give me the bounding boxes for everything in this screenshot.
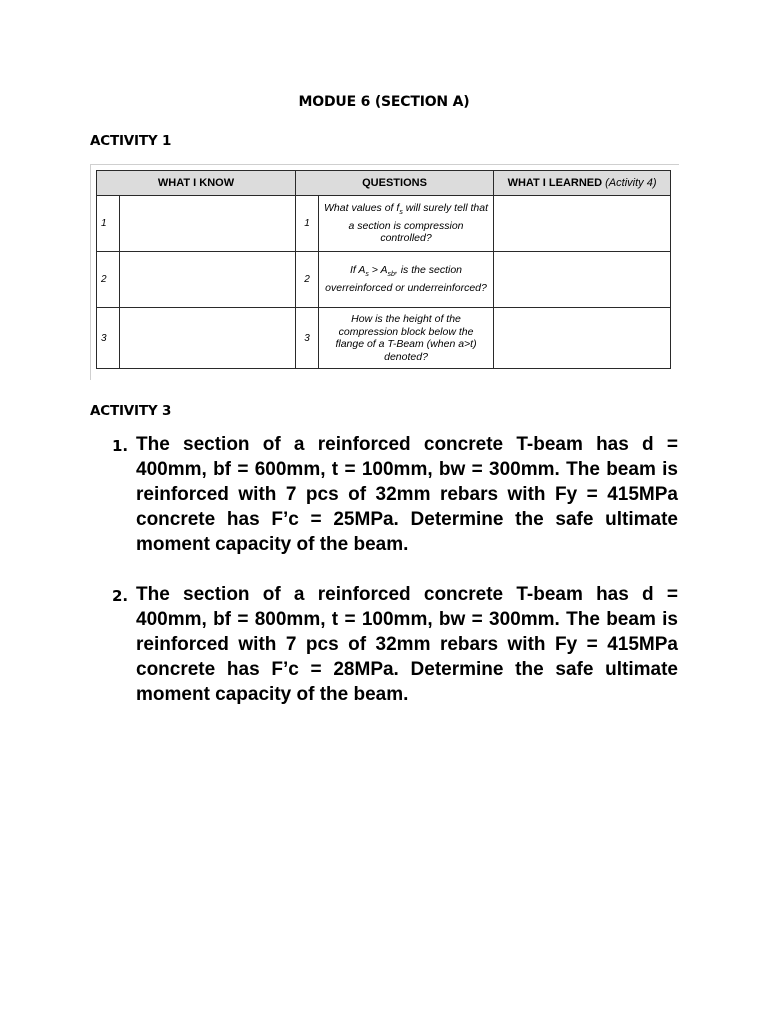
question-cell [319, 252, 494, 308]
question-cell: How is the height of the compression block below the flange of a T-Beam (when a>t) denoted? [319, 308, 494, 369]
list-item [90, 432, 678, 557]
subscript: s [365, 271, 369, 279]
row-number: 3 [97, 308, 120, 369]
subscript: sb [387, 271, 395, 279]
know-cell [120, 308, 296, 369]
header-learned-note: (Activity 4) [605, 177, 657, 189]
table-row [97, 252, 671, 308]
problem-text: The section of a reinforced concrete T-beam has d = 400mm, bf = 800mm, t = 100mm, bw = 300mm. The beam is reinforced with 7 pcs of 32mm rebars with Fy = 415MPa concrete has F’c = 28MPa. Determine the safe ultimate moment capacity of the beam. [136, 584, 678, 705]
question-text: If A [350, 264, 366, 277]
page-title: MODUE 6 (SECTION A) [298, 94, 470, 110]
learned-cell [494, 308, 671, 369]
header-learned-label: WHAT I LEARNED [507, 177, 603, 189]
problem-number: 1. [112, 437, 129, 455]
question-text: > A [368, 264, 388, 277]
table-row [97, 308, 671, 369]
learned-cell [494, 252, 671, 308]
question-text: What values of f [324, 202, 400, 215]
subscript: s [399, 209, 403, 217]
kwl-table [96, 170, 671, 369]
question-text: will surely tell that a section is compression controlled? [348, 202, 489, 245]
header-what-i-learned [494, 171, 671, 196]
question-text: , is the section overreinforced or underreinforced? [325, 264, 487, 295]
header-questions: QUESTIONS [296, 171, 494, 196]
activity-1-heading: ACTIVITY 1 [90, 133, 172, 149]
question-number: 1 [296, 196, 319, 252]
know-cell [120, 252, 296, 308]
problem-list [90, 432, 678, 732]
table-row [97, 196, 671, 252]
know-cell [120, 196, 296, 252]
row-number: 1 [97, 196, 120, 252]
learned-cell [494, 196, 671, 252]
question-number: 2 [296, 252, 319, 308]
list-item [90, 582, 678, 707]
problem-text: The section of a reinforced concrete T-beam has d = 400mm, bf = 600mm, t = 100mm, bw = 300mm. The beam is reinforced with 7 pcs of 32mm rebars with Fy = 415MPa concrete has F’c = 25MPa. Determine the safe ultimate moment capacity of the beam. [136, 434, 678, 555]
row-number: 2 [97, 252, 120, 308]
activity-3-heading: ACTIVITY 3 [90, 403, 172, 419]
table-header-row [97, 171, 671, 196]
problem-number: 2. [112, 587, 129, 605]
question-cell [319, 196, 494, 252]
header-what-i-know: WHAT I KNOW [97, 171, 296, 196]
question-number: 3 [296, 308, 319, 369]
